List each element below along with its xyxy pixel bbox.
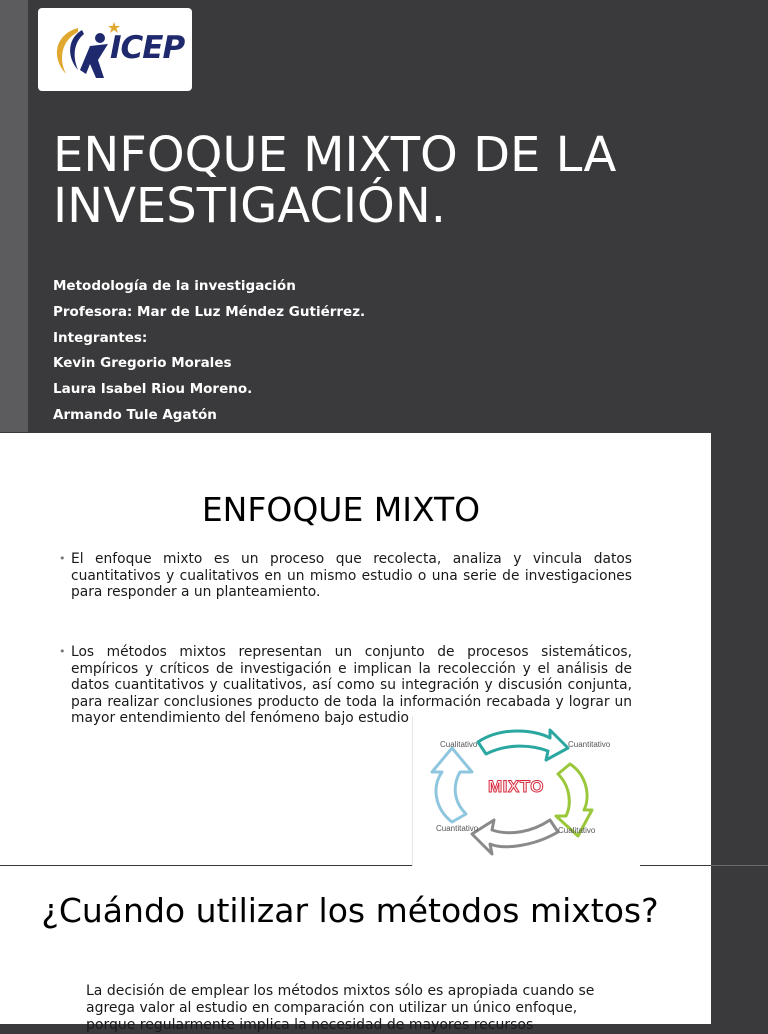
- bullet-icon: •: [59, 552, 66, 565]
- bullet-paragraph: El enfoque mixto es un proceso que recolecta, analiza y vincula datos cuantitativos y cualitativos en un mismo estudio o una serie de investigaciones para responder a un planteamiento.: [71, 551, 632, 600]
- logo-wordmark: ICEP: [110, 30, 185, 66]
- slide-title: ENFOQUE MIXTO: [201, 490, 481, 529]
- presentation-info-list: [53, 274, 365, 429]
- course-name: Metodología de la investigación: [53, 278, 296, 294]
- teacher-name: Profesora: Mar de Luz Méndez Gutiérrez.: [53, 303, 366, 320]
- bullet-paragraph: Los métodos mixtos representan un conjunto de procesos sistemáticos, empíricos y críticos de investigación e implican la recolección y el análisis de datos cuantitativos y cualitativos, así como su integración y discusión conjunta, para realizar conclusiones producto de toda la información recabada y lograr un mayor entendimiento del fenómeno bajo estudio: [71, 644, 632, 726]
- title-slide: [0, 0, 768, 432]
- blue-arrow-icon: [432, 748, 472, 822]
- gray-arrow-icon: [472, 820, 558, 854]
- member-name: Laura Isabel Riou Moreno.: [53, 381, 253, 398]
- slide-body-text: La decisión de emplear los métodos mixtos sólo es apropiada cuando se agrega valor al estudio en comparación con utilizar un único enfoque, porque regularmente implica la necesidad de mayores recursos: [86, 983, 595, 1033]
- slide-divider: [711, 865, 768, 866]
- diagram-center-label: MIXTO: [488, 777, 545, 796]
- mixed-cycle-diagram: [412, 716, 640, 866]
- label-bottom-left: Cuantitativo: [436, 824, 479, 833]
- slide-title: ¿Cuándo utilizar los métodos mixtos?: [41, 891, 659, 930]
- bullet-icon: •: [59, 645, 66, 658]
- member-name: Kevin Gregorio Morales: [53, 355, 232, 372]
- members-heading: Integrantes:: [53, 329, 148, 346]
- when-to-use-slide: [0, 866, 711, 1033]
- mixed-approach-slide: [0, 433, 711, 865]
- presentation-title: ENFOQUE MIXTO DE LA INVESTIGACIÓN.: [53, 127, 617, 234]
- label-top-left: Cualitativo: [440, 740, 478, 749]
- label-top-right: Cuantitativo: [568, 740, 611, 749]
- member-name: Armando Tule Agatón: [53, 406, 217, 423]
- icep-logo: [38, 8, 192, 91]
- slide-accent-bar: [0, 0, 28, 432]
- teal-arrow-icon: [478, 730, 568, 760]
- label-bottom-right: Cualitativo: [558, 826, 596, 835]
